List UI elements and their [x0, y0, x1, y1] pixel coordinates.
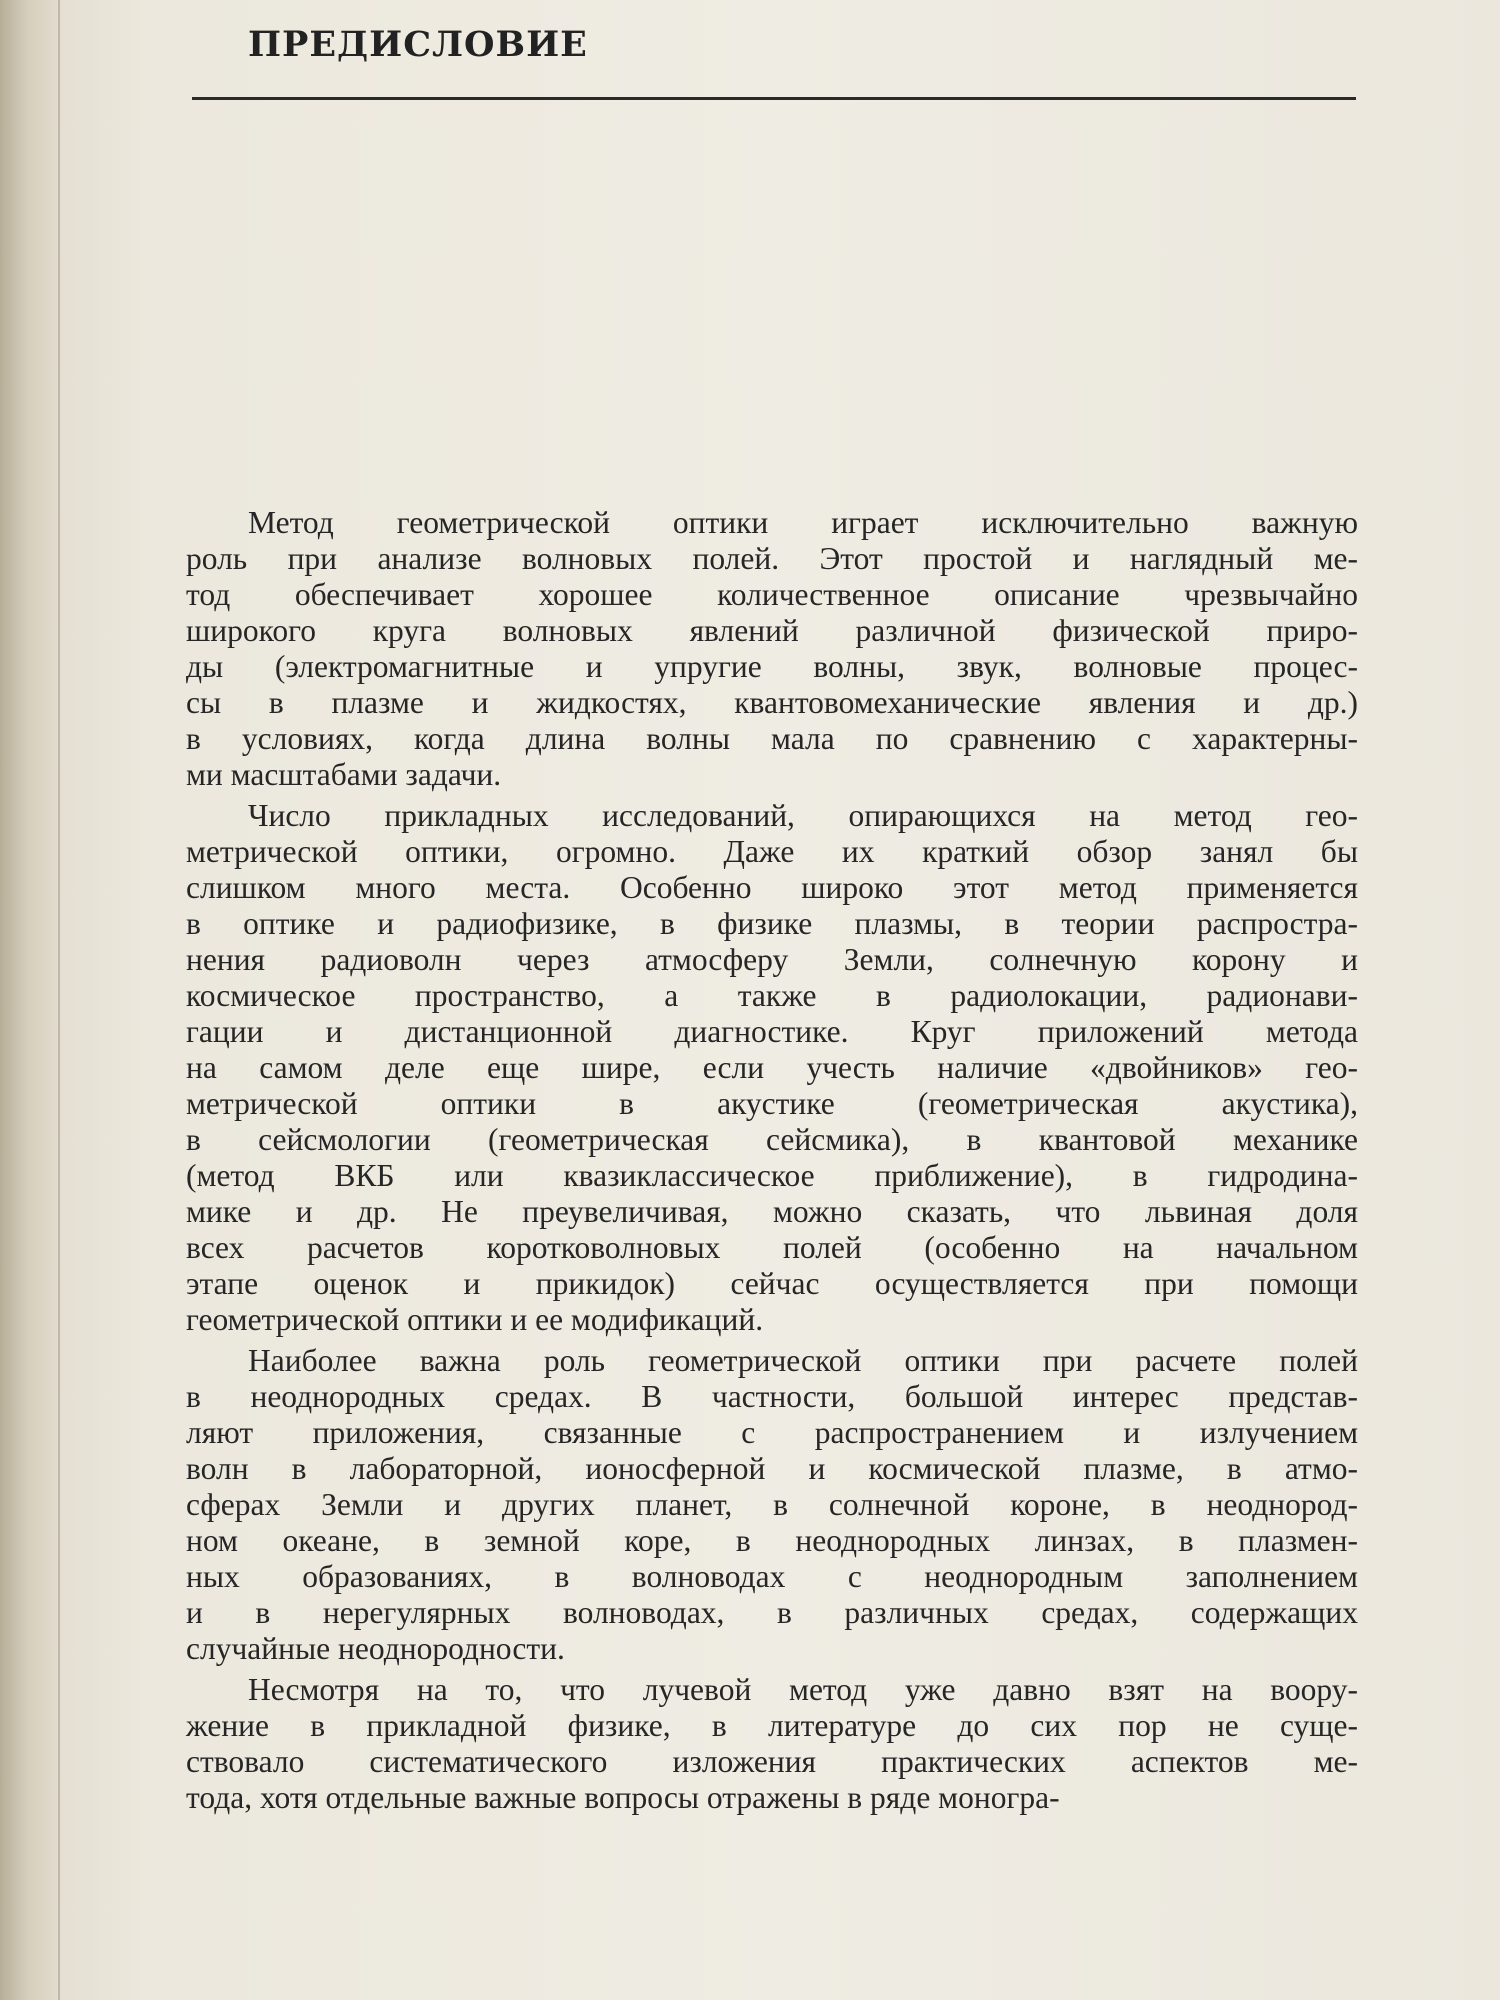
text-line: в сейсмологии (геометрическая сейсмика), в квантовой механике: [186, 1122, 1358, 1157]
text-line: Число прикладных исследований, опирающихся на метод гео-: [248, 798, 1358, 833]
text-line: ном океане, в земной коре, в неоднородных линзах, в плазмен-: [186, 1523, 1358, 1558]
text-line: Метод геометрической оптики играет исключительно важную: [248, 505, 1358, 540]
text-line: широкого круга волновых явлений различной физической приро-: [186, 613, 1358, 648]
text-line: ных образованиях, в волноводах с неоднородным заполнением: [186, 1559, 1358, 1594]
text-line: тод обеспечивает хорошее количественное описание чрезвычайно: [186, 577, 1358, 612]
text-line: на самом деле еще шире, если учесть наличие «двойников» гео-: [186, 1050, 1358, 1085]
text-line: случайные неоднородности.: [186, 1631, 565, 1666]
text-line: в условиях, когда длина волны мала по сравнению с характерны-: [186, 721, 1358, 756]
text-line: этапе оценок и прикидок) сейчас осуществляется при помощи: [186, 1266, 1358, 1301]
body-text: [186, 505, 1358, 1816]
text-line: метрической оптики, огромно. Даже их краткий обзор занял бы: [186, 834, 1358, 869]
text-line: космическое пространство, а также в радиолокации, радионави-: [186, 978, 1358, 1013]
text-line: гации и дистанционной диагностике. Круг приложений метода: [186, 1014, 1358, 1049]
text-line: в оптике и радиофизике, в физике плазмы, в теории распростра-: [186, 906, 1358, 941]
text-line: в неоднородных средах. В частности, большой интерес представ-: [186, 1379, 1358, 1414]
text-line: геометрической оптики и ее модификаций.: [186, 1302, 764, 1337]
text-line: тода, хотя отдельные важные вопросы отражены в ряде моногра-: [186, 1780, 1060, 1815]
page-heading: ПРЕДИСЛОВИЕ: [248, 24, 588, 65]
text-line: слишком много места. Особенно широко этот метод применяется: [186, 870, 1358, 905]
text-line: мике и др. Не преувеличивая, можно сказать, что львиная доля: [186, 1194, 1358, 1229]
text-line: сферах Земли и других планет, в солнечной короне, в неоднород-: [186, 1487, 1358, 1522]
paragraph: [186, 505, 1358, 793]
text-line: ми масштабами задачи.: [186, 757, 502, 792]
text-line: ствовало систематического изложения практических аспектов ме-: [186, 1744, 1358, 1779]
text-line: (метод ВКБ или квазиклассическое приближение), в гидродина-: [186, 1158, 1358, 1193]
text-line: ляют приложения, связанные с распространением и излучением: [186, 1415, 1358, 1450]
text-line: метрической оптики в акустике (геометрическая акустика),: [186, 1086, 1358, 1121]
text-line: волн в лабораторной, ионосферной и космической плазме, в атмо-: [186, 1451, 1358, 1486]
page-edge: [58, 0, 60, 2000]
text-line: роль при анализе волновых полей. Этот простой и наглядный ме-: [186, 541, 1358, 576]
paragraph: [186, 1672, 1358, 1816]
text-line: нения радиоволн через атмосферу Земли, солнечную корону и: [186, 942, 1358, 977]
text-line: и в нерегулярных волноводах, в различных средах, содержащих: [186, 1595, 1358, 1630]
text-line: всех расчетов коротковолновых полей (особенно на начальном: [186, 1230, 1358, 1265]
text-line: Несмотря на то, что лучевой метод уже давно взят на воору-: [248, 1672, 1358, 1707]
paragraph: [186, 798, 1358, 1338]
paragraph: [186, 1343, 1358, 1667]
text-line: ды (электромагнитные и упругие волны, звук, волновые процес-: [186, 649, 1358, 684]
text-line: жение в прикладной физике, в литературе до сих пор не суще-: [186, 1708, 1358, 1743]
text-line: сы в плазме и жидкостях, квантовомеханические явления и др.): [186, 685, 1358, 720]
heading-rule: [192, 97, 1356, 100]
text-line: Наиболее важна роль геометрической оптики при расчете полей: [248, 1343, 1358, 1378]
